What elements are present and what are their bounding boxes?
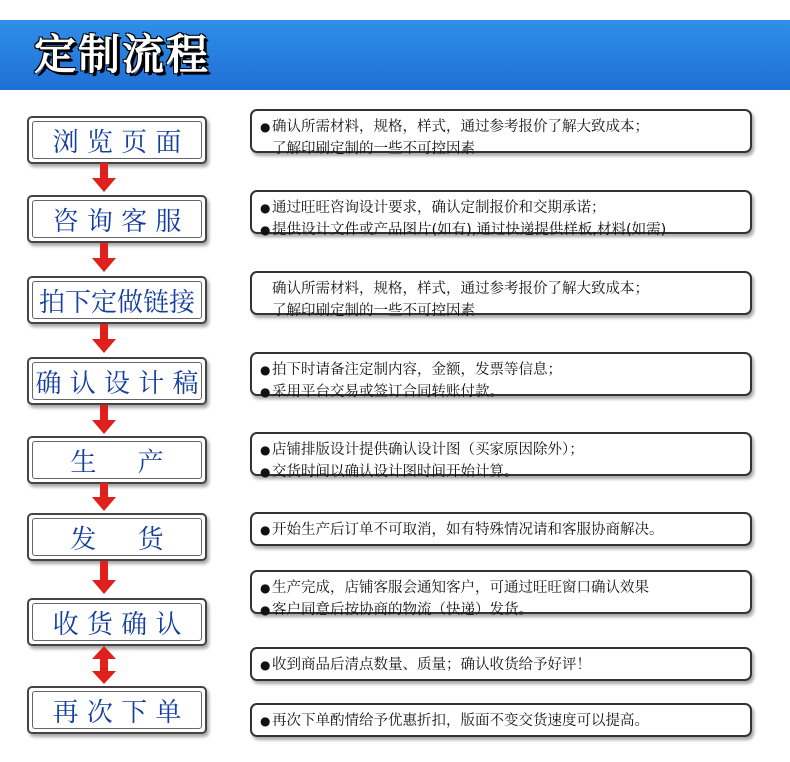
note-box-1: [250, 109, 752, 157]
double-arrow-icon: [91, 646, 117, 684]
note-box-6: [250, 512, 752, 546]
down-arrow-icon: [91, 324, 117, 354]
note-line: ● 交货时间以确认设计图时间开始计算。: [260, 464, 519, 480]
note-box-7: [250, 570, 752, 618]
down-arrow-icon: [91, 163, 117, 193]
down-arrow-icon: [91, 561, 117, 595]
step-browse-page: [27, 116, 207, 164]
note-line: 了解印刷定制的一些不可控因素: [272, 141, 475, 157]
header-banner: [0, 20, 790, 90]
note-line: 了解印刷定制的一些不可控因素: [272, 303, 475, 319]
note-box-5: [250, 432, 752, 480]
step-confirm-receipt: [27, 598, 207, 646]
note-line: ● 提供设计文件或产品图片(如有),通过快递提供样板,材料(如需): [260, 222, 667, 238]
step-label: 再 次 下 单: [32, 691, 202, 729]
step-label: 确 认 设 计 稿: [32, 362, 202, 400]
note-line: ● 生产完成，店铺客服会通知客户，可通过旺旺窗口确认效果: [260, 580, 649, 596]
step-label: 收 货 确 认: [32, 603, 202, 641]
note-box-3: [250, 271, 752, 319]
step-label: 咨 询 客 服: [32, 200, 202, 238]
down-arrow-icon: [91, 243, 117, 273]
step-production: [27, 436, 207, 484]
note-line: ● 收到商品后清点数量、质量；确认收货给予好评！: [260, 657, 591, 673]
note-line: ● 采用平台交易或签订合同转账付款。: [260, 384, 504, 400]
step-consult-service: [27, 195, 207, 243]
note-line: 确认所需材料，规格，样式，通过参考报价了解大致成本；: [272, 281, 649, 297]
step-label: 生 产: [32, 441, 202, 479]
note-line: ● 客户同意后按协商的物流（快递）发货。: [260, 602, 533, 618]
down-arrow-icon: [91, 405, 117, 435]
step-confirm-design: [27, 357, 207, 405]
note-box-2: [250, 190, 752, 238]
note-box-9: [250, 703, 752, 737]
step-label: 发 货: [32, 518, 202, 556]
page-title: 定制流程: [34, 30, 211, 79]
note-line: ● 店铺排版设计提供确认设计图（买家原因除外）；: [260, 442, 584, 458]
note-box-4: [250, 352, 752, 400]
note-line: ● 开始生产后订单不可取消，如有特殊情况请和客服协商解决。: [260, 522, 664, 538]
step-reorder: [27, 686, 207, 734]
down-arrow-icon: [91, 483, 117, 512]
step-label: 浏 览 页 面: [32, 121, 202, 159]
note-line: ● 确认所需材料，规格，样式，通过参考报价了解大致成本；: [260, 119, 649, 135]
step-shipping: [27, 513, 207, 561]
note-line: ● 拍下时请备注定制内容，金额，发票等信息；: [260, 362, 562, 378]
note-line: ● 通过旺旺咨询设计要求，确认定制报价和交期承诺；: [260, 200, 606, 216]
note-box-8: [250, 647, 752, 681]
step-order-custom-link: [27, 276, 207, 324]
step-label: 拍下定做链接: [32, 281, 202, 319]
note-line: ● 再次下单酌情给予优惠折扣，版面不变交货速度可以提高。: [260, 713, 649, 729]
